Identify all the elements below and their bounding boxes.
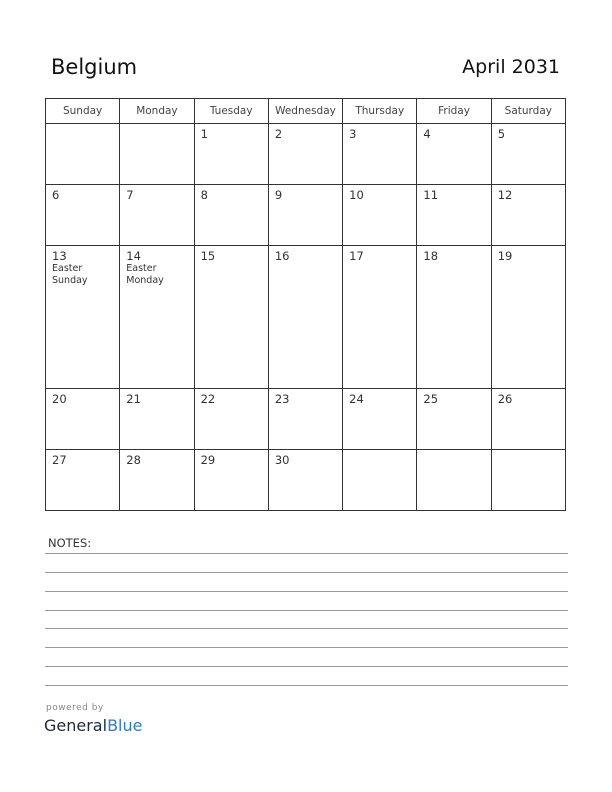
day-number: 27	[52, 452, 67, 467]
day-number: 15	[200, 249, 216, 264]
calendar-week-row	[46, 185, 566, 246]
day-cell	[417, 388, 491, 449]
day-number: 3	[349, 127, 357, 141]
day-number: 10	[349, 188, 364, 203]
note-line	[45, 666, 568, 667]
day-cell	[46, 246, 120, 389]
day-cell	[417, 185, 491, 246]
weekday-header: Friday	[417, 99, 491, 124]
day-cell	[46, 449, 120, 510]
day-number: 7	[126, 188, 134, 203]
day-cell	[268, 449, 342, 510]
day-cell	[120, 246, 194, 389]
holiday-label: Easter Sunday	[52, 263, 88, 287]
day-number: 19	[497, 249, 513, 264]
calendar-week-row	[46, 124, 566, 185]
weekday-header: Wednesday	[268, 99, 342, 124]
day-cell	[268, 185, 342, 246]
day-number: 12	[497, 188, 513, 203]
calendar-week-row	[46, 388, 566, 449]
day-cell	[120, 449, 194, 510]
day-cell	[194, 449, 268, 510]
calendar-grid	[45, 98, 566, 511]
brand-general: General	[44, 716, 108, 735]
weekday-header-row	[46, 99, 566, 124]
day-cell	[46, 185, 120, 246]
day-number: 23	[274, 391, 290, 406]
powered-by-text: powered by	[46, 703, 104, 713]
note-line	[45, 572, 568, 573]
notes-label: NOTES:	[48, 536, 92, 550]
generalblue-logo	[44, 716, 142, 735]
day-number: 24	[349, 391, 364, 406]
day-number: 20	[52, 391, 67, 406]
day-number: 18	[423, 249, 439, 264]
day-number: 13	[52, 249, 67, 264]
day-cell	[491, 246, 565, 389]
day-cell	[120, 124, 194, 185]
day-number: 2	[274, 127, 283, 141]
weekday-header: Monday	[120, 99, 194, 124]
day-cell	[46, 124, 120, 185]
calendar-week-row	[46, 449, 566, 510]
day-number: 22	[200, 391, 216, 406]
day-cell	[491, 388, 565, 449]
day-cell	[417, 124, 491, 185]
day-cell	[491, 124, 565, 185]
weekday-header: Sunday	[46, 99, 120, 124]
day-number: 9	[274, 188, 283, 203]
day-cell	[194, 388, 268, 449]
day-number: 29	[200, 452, 216, 467]
note-line	[45, 647, 568, 648]
day-number: 4	[423, 127, 431, 141]
day-cell	[46, 388, 120, 449]
day-cell	[268, 246, 342, 389]
day-cell	[417, 246, 491, 389]
day-cell	[120, 388, 194, 449]
weekday-header: Saturday	[491, 99, 565, 124]
day-cell	[491, 449, 565, 510]
day-number: 14	[126, 249, 141, 264]
day-number: 30	[274, 452, 290, 467]
day-cell	[194, 124, 268, 185]
brand-blue: Blue	[107, 716, 143, 735]
day-number: 28	[126, 452, 141, 467]
day-number: 17	[349, 249, 364, 264]
day-number: 21	[126, 391, 141, 406]
month-year-title: April 2031	[462, 56, 560, 78]
day-cell	[417, 449, 491, 510]
weekday-header: Thursday	[343, 99, 417, 124]
day-cell	[343, 185, 417, 246]
note-line	[45, 553, 568, 554]
note-line	[45, 628, 568, 629]
day-number: 8	[200, 188, 208, 203]
day-number: 5	[497, 127, 506, 141]
calendar-week-row	[46, 246, 566, 389]
day-cell	[194, 185, 268, 246]
day-cell	[491, 185, 565, 246]
day-number: 25	[423, 391, 439, 406]
day-cell	[343, 124, 417, 185]
day-cell	[343, 388, 417, 449]
day-cell	[268, 388, 342, 449]
country-title: Belgium	[51, 55, 138, 79]
note-line	[45, 610, 568, 611]
day-cell	[194, 246, 268, 389]
note-line	[45, 685, 568, 686]
day-cell	[120, 185, 194, 246]
day-cell	[343, 449, 417, 510]
day-number: 1	[200, 127, 208, 141]
note-line	[45, 591, 568, 592]
day-cell	[343, 246, 417, 389]
weekday-header: Tuesday	[194, 99, 268, 124]
day-number: 16	[274, 249, 290, 264]
day-cell	[268, 124, 342, 185]
holiday-label: Easter Monday	[126, 263, 164, 287]
day-number: 6	[52, 188, 60, 203]
day-number: 11	[423, 188, 439, 203]
day-number: 26	[497, 391, 513, 406]
